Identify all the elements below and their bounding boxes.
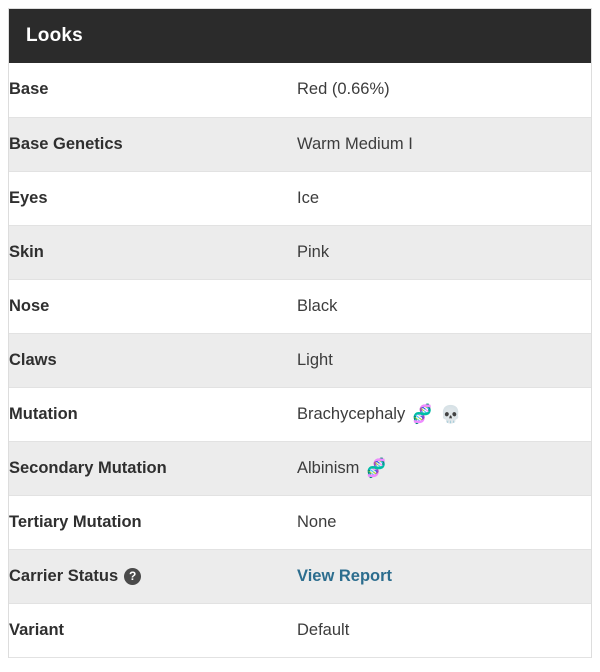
row-label-mutation (9, 387, 297, 441)
label-text: Claws (9, 350, 57, 369)
row-label-variant (9, 603, 297, 657)
table-row (9, 171, 591, 225)
value-text: Warm Medium I (297, 134, 413, 153)
label-text: Carrier Status (9, 566, 119, 585)
label-text: Nose (9, 296, 50, 315)
value-text: Pink (297, 242, 330, 261)
value-text: Brachycephaly (297, 404, 406, 423)
looks-table (9, 63, 591, 658)
panel-title: Looks (9, 9, 591, 63)
row-value-variant (297, 603, 591, 657)
value-text: Ice (297, 188, 320, 207)
table-row (9, 117, 591, 171)
table-row (9, 495, 591, 549)
label-text: Skin (9, 242, 44, 261)
row-value-base (297, 63, 591, 117)
table-row (9, 279, 591, 333)
row-value-mutation (297, 387, 591, 441)
help-icon[interactable]: ? (124, 568, 141, 585)
dna-icon: 🧬 (411, 403, 435, 425)
row-label-base-genetics (9, 117, 297, 171)
label-text: Tertiary Mutation (9, 512, 142, 531)
row-value-base-genetics (297, 117, 591, 171)
table-row (9, 387, 591, 441)
value-text: Default (297, 620, 350, 639)
dna-icon: 🧬 (365, 457, 389, 479)
value-text: None (297, 512, 337, 531)
row-label-eyes (9, 171, 297, 225)
value-text: Light (297, 350, 333, 369)
table-row (9, 603, 591, 657)
row-value-skin (297, 225, 591, 279)
row-value-tertiary-mutation (297, 495, 591, 549)
row-label-carrier-status (9, 549, 297, 603)
table-row (9, 333, 591, 387)
value-text: Red (0.66%) (297, 80, 390, 99)
table-row (9, 441, 591, 495)
row-label-claws (9, 333, 297, 387)
row-label-skin (9, 225, 297, 279)
table-row (9, 63, 591, 117)
label-text: Variant (9, 620, 65, 639)
label-text: Eyes (9, 188, 48, 207)
row-value-secondary-mutation (297, 441, 591, 495)
table-row (9, 549, 591, 603)
table-row (9, 225, 591, 279)
value-text: Black (297, 296, 338, 315)
looks-panel (8, 8, 592, 658)
row-label-base (9, 63, 297, 117)
view-report-link[interactable]: View Report (297, 566, 393, 585)
label-text: Base Genetics (9, 134, 123, 153)
row-value-claws (297, 333, 591, 387)
row-value-eyes (297, 171, 591, 225)
row-value-nose (297, 279, 591, 333)
value-text: Albinism (297, 458, 360, 477)
label-text: Mutation (9, 404, 78, 423)
row-value-carrier-status (297, 549, 591, 603)
label-text: Secondary Mutation (9, 458, 167, 477)
row-label-tertiary-mutation (9, 495, 297, 549)
skull-icon: 💀 (440, 404, 462, 424)
row-label-secondary-mutation (9, 441, 297, 495)
label-text: Base (9, 80, 49, 99)
row-label-nose (9, 279, 297, 333)
